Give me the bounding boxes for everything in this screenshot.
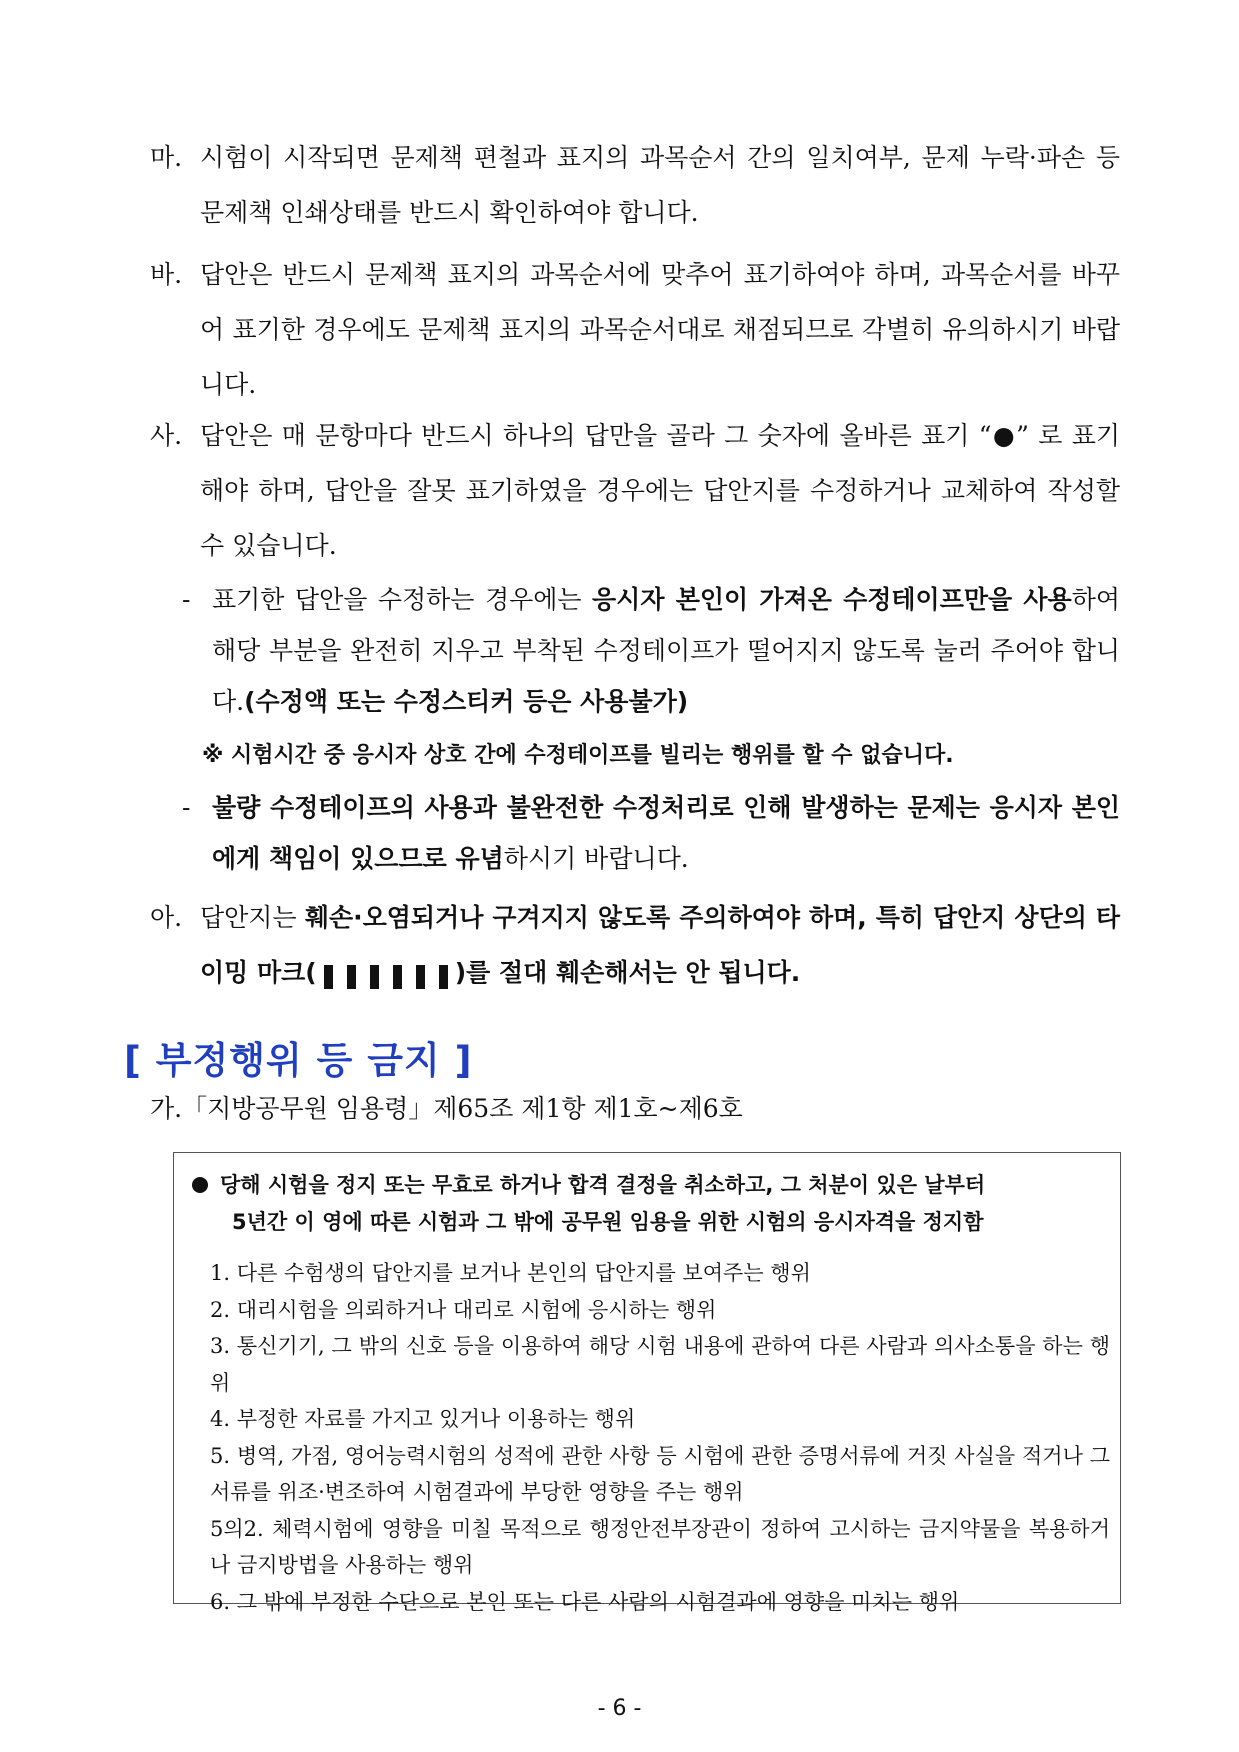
sub-item-correction (182, 574, 1120, 727)
sub-bold: (수정액 또는 수정스티커 등은 사용불가) (244, 687, 689, 716)
dash: - (182, 585, 191, 614)
box-heading (192, 1167, 1112, 1241)
section-subtitle: 가.「지방공무원 임용령」제65조 제1항 제1호~제6호 (150, 1094, 743, 1123)
item-text: 답안지는 (200, 903, 305, 932)
list-item: 4. 부정한 자료를 가지고 있거나 이용하는 행위 (210, 1407, 636, 1431)
timing-marks-icon (317, 947, 455, 1002)
item-bold: 훼손·오염되거나 구겨지지 않도록 주의하여야 하며, 특히 답안지 상단의 타이밍 마크( (200, 903, 1120, 987)
page-number: - 6 - (597, 1696, 642, 1721)
sub-item-responsibility (182, 782, 1120, 884)
item-sa (150, 408, 1120, 573)
list-item: 5의2. 체력시험에 영향을 미칠 목적으로 행정안전부장관이 정하여 고시하는 금지약물을 복용하거나 금지방법을 사용하는 행위 (210, 1516, 1110, 1577)
dash: - (182, 793, 191, 822)
item-a (150, 890, 1120, 1002)
item-bold: )를 절대 훼손해서는 안 됩니다. (454, 958, 801, 987)
item-ma (150, 130, 1120, 240)
bullet-icon (192, 1177, 208, 1193)
list-item: 1. 다른 수험생의 답안지를 보거나 본인의 답안지를 보여주는 행위 (210, 1261, 811, 1285)
box-heading-line: 5년간 이 영에 따른 시험과 그 밖에 공무원 임용을 위한 시험의 응시자격을 정지함 (232, 1210, 984, 1234)
violation-list (210, 1255, 1110, 1620)
list-item: 2. 대리시험을 의뢰하거나 대리로 시험에 응시하는 행위 (210, 1297, 717, 1322)
item-ba (150, 247, 1120, 412)
item-text: 시험이 시작되면 문제책 편철과 표지의 과목순서 간의 일치여부, 문제 누락·파손 등 문제책 인쇄상태를 반드시 확인하여야 합니다. (200, 143, 1120, 227)
item-label: 바. (150, 260, 183, 289)
item-text: 답안은 매 문항마다 반드시 하나의 답만을 골라 그 숫자에 올바른 표기 “●” 로 표기해야 하며, 답안을 잘못 표기하였을 경우에는 답안지를 수정하거나 교체하여 작성할 수 있습니다. (200, 421, 1120, 560)
note-line: ※ 시험시간 중 응시자 상호 간에 수정테이프를 빌리는 행위를 할 수 없습니다. (202, 743, 954, 768)
list-item: 3. 통신기기, 그 밖의 신호 등을 이용하여 해당 시험 내용에 관하여 다른 사람과 의사소통을 하는 행위 (210, 1334, 1110, 1395)
sub-bold: 응시자 본인이 가져온 수정테이프만을 사용 (592, 585, 1072, 614)
item-text: 답안은 반드시 문제책 표지의 과목순서에 맞추어 표기하여야 하며, 과목순서를 바꾸어 표기한 경우에도 문제책 표지의 과목순서대로 채점되므로 각별히 유의하시기 바랍니다. (200, 260, 1120, 399)
list-item: 5. 병역, 가점, 영어능력시험의 성적에 관한 사항 등 시험에 관한 증명서류에 거짓 사실을 적거나 그 서류를 위조·변조하여 시험결과에 부당한 영향을 주는 행위 (210, 1443, 1110, 1504)
item-label: 아. (150, 903, 183, 932)
box-heading-line: 당해 시험을 정지 또는 무효로 하거나 합격 결정을 취소하고, 그 처분이 있은 날부터 (220, 1173, 986, 1197)
item-label: 사. (150, 421, 183, 450)
sub-text: 하여 해당 부분을 완전히 지우고 부착된 수정테이프가 떨어지지 않도록 눌러 주어야 합니다. (212, 585, 1120, 716)
sub-text: 하시기 바랍니다. (503, 844, 689, 873)
section-title: [ 부정행위 등 금지 ] (124, 1039, 473, 1082)
list-item: 6. 그 밖에 부정한 수단으로 본인 또는 다른 사람의 시험결과에 영향을 미치는 행위 (210, 1589, 960, 1614)
sub-bold: 불량 수정테이프의 사용과 불완전한 수정처리로 인해 발생하는 문제는 응시자 본인에게 책임이 있으므로 유념 (212, 793, 1120, 873)
sanction-box (173, 1152, 1121, 1614)
item-label: 마. (150, 143, 183, 172)
sub-text: 표기한 답안을 수정하는 경우에는 (212, 585, 593, 614)
